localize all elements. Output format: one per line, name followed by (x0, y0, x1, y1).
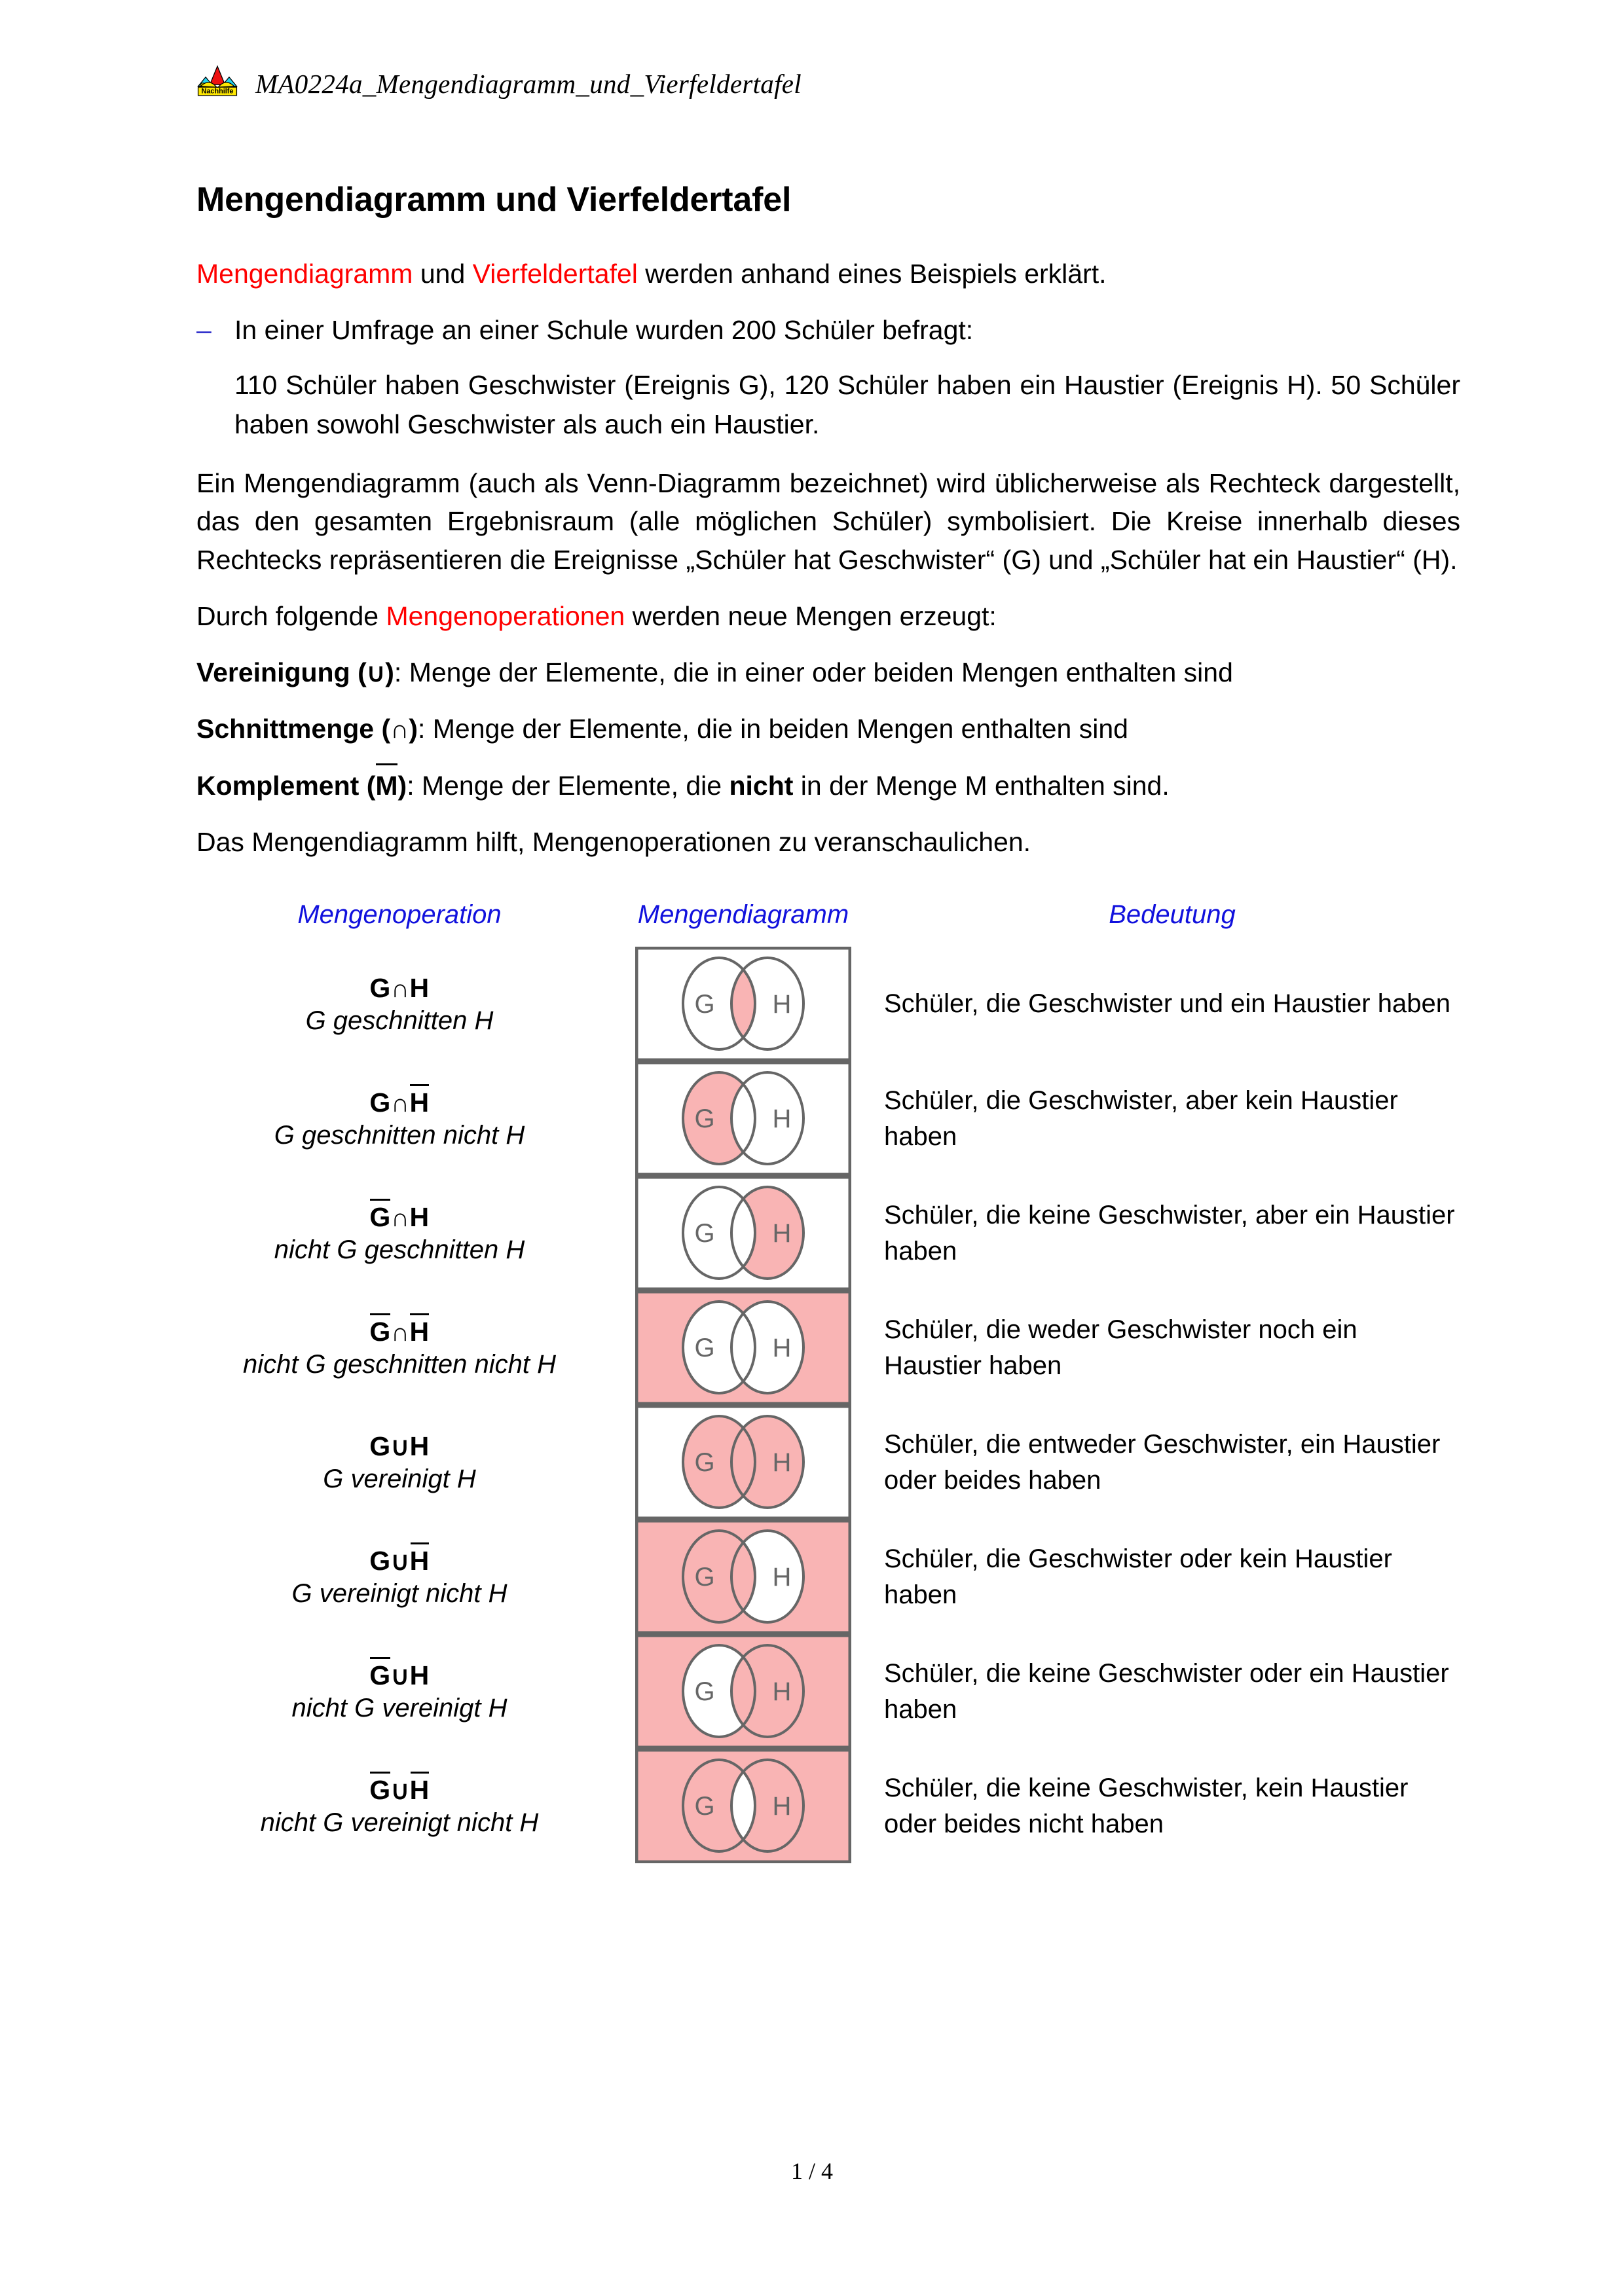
venn-diagram-4 (635, 1290, 851, 1405)
meaning-cell: Schüler, die keine Geschwister oder ein Haustier haben (884, 1659, 1449, 1724)
diagram-cell (602, 1749, 884, 1863)
definition-intersection-name: Schnittmenge (196, 714, 375, 744)
venn-label-h: H (772, 990, 792, 1019)
diagram-cell (602, 1176, 884, 1290)
table-header-row (196, 900, 1460, 947)
venn-label-g: G (694, 1563, 715, 1592)
venn-label-g: G (694, 1334, 715, 1362)
operation-formula: G∩H (369, 972, 430, 1003)
table-row (196, 1061, 1460, 1176)
diagram-cell (602, 947, 884, 1061)
union-symbol-icon: ∪ (366, 659, 386, 688)
operation-cell (196, 1634, 602, 1749)
table-row (196, 1176, 1460, 1290)
intro-mid: und (413, 259, 473, 289)
venn-label-h: H (772, 1677, 792, 1706)
logo-label: Nachhilfe (201, 87, 234, 96)
operation-cell (196, 1176, 602, 1290)
operations-table (196, 900, 1460, 1863)
operation-formula: G∩H (369, 1087, 430, 1118)
venn-label-g: G (694, 1448, 715, 1477)
venn-diagram-7 (635, 1634, 851, 1749)
intro-rest: werden anhand eines Beispiels erklärt. (637, 259, 1107, 289)
table-row (196, 1520, 1460, 1634)
venn-label-g: G (694, 1677, 715, 1706)
venn-diagram-8 (635, 1749, 851, 1863)
survey-bullet (196, 311, 1460, 349)
operation-words: nicht G vereinigt nicht H (260, 1808, 539, 1837)
operations-lead (196, 597, 1460, 635)
operations-lead-term: Mengenoperationen (386, 600, 625, 631)
definition-complement-text-b: in der Menge M enthalten sind. (793, 770, 1170, 801)
document-body (196, 180, 1460, 879)
diagram-cell (602, 1061, 884, 1176)
page-title: Mengendiagramm und Vierfeldertafel (196, 181, 792, 219)
bullet-dash-icon: – (196, 315, 212, 346)
table-row (196, 1634, 1460, 1749)
complement-symbol-icon: M (375, 767, 397, 805)
column-header-operation: Mengenoperation (297, 900, 502, 929)
operation-formula: G∪H (369, 1660, 430, 1690)
operation-words: G geschnitten H (305, 1006, 494, 1035)
venn-diagram-6 (635, 1520, 851, 1634)
intersection-symbol-icon: ∩ (390, 716, 409, 744)
venn-label-h: H (772, 1219, 792, 1248)
venn-diagram-2 (635, 1061, 851, 1176)
intro-line (196, 255, 1460, 293)
diagram-cell (602, 1520, 884, 1634)
table-row (196, 947, 1460, 1061)
operation-cell (196, 1520, 602, 1634)
page-header (196, 63, 802, 105)
operations-lead-post: werden neue Mengen erzeugt: (625, 600, 997, 631)
operation-words: G vereinigt nicht H (291, 1578, 507, 1608)
closing-line: Das Mengendiagramm hilft, Mengenoperationen zu veranschaulichen. (196, 827, 1031, 857)
diagram-cell (602, 1290, 884, 1405)
definition-complement: Komplement (M): Menge der Elemente, die nicht in der Menge M enthalten sind. (196, 767, 1460, 805)
operation-cell (196, 1749, 602, 1863)
bullet-text: In einer Umfrage an einer Schule wurden 200 Schüler befragt: (234, 315, 974, 346)
meaning-cell: Schüler, die weder Geschwister noch ein Haustier haben (884, 1315, 1357, 1380)
table-row (196, 1290, 1460, 1405)
operation-words: nicht G vereinigt H (291, 1693, 507, 1722)
intro-term-2: Vierfeldertafel (472, 259, 638, 289)
definition-complement-emphasis: nicht (729, 770, 794, 801)
definition-complement-name: Komplement (196, 770, 360, 801)
venn-label-g: G (694, 1104, 715, 1133)
venn-label-h: H (772, 1104, 792, 1133)
diagram-cell (602, 1634, 884, 1749)
definition-intersection: Schnittmenge (∩): Menge der Elemente, die in beiden Mengen enthalten sind (196, 714, 1128, 744)
meaning-cell: Schüler, die Geschwister und ein Haustier haben (884, 989, 1450, 1019)
operations-lead-pre: Durch folgende (196, 600, 386, 631)
meaning-cell: Schüler, die keine Geschwister, aber ein Haustier haben (884, 1201, 1455, 1266)
venn-label-h: H (772, 1334, 792, 1362)
definition-union-name: Vereinigung (196, 657, 350, 688)
operation-words: nicht G geschnitten H (274, 1235, 525, 1264)
meaning-cell: Schüler, die entweder Geschwister, ein Haustier oder beides haben (884, 1430, 1441, 1495)
operation-formula: G∪H (369, 1774, 430, 1805)
operation-cell (196, 947, 602, 1061)
definition-union-text: : Menge der Elemente, die in einer oder beiden Mengen enthalten sind (394, 657, 1233, 688)
venn-explanation: Ein Mengendiagramm (auch als Venn-Diagramm bezeichnet) wird üblicherweise als Rechteck dargestellt, das den gesamten Ergebnisraum (alle möglichen Schüler) symbolisiert. Die Kreise innerhalb dieses Rechtecks repräsentieren die Ereignisse „Schüler hat Geschwister“ (G) und „Schüler hat ein Haustier“ (H). (196, 468, 1460, 575)
meaning-cell: Schüler, die Geschwister oder kein Haustier haben (884, 1544, 1392, 1609)
operation-cell (196, 1290, 602, 1405)
venn-label-g: G (694, 990, 715, 1019)
table-row (196, 1749, 1460, 1863)
column-header-diagram: Mengendiagramm (637, 900, 849, 929)
operation-formula: G∩H (369, 1316, 430, 1347)
diagram-cell (602, 1405, 884, 1520)
column-header-meaning: Bedeutung (1109, 900, 1236, 929)
venn-label-g: G (694, 1792, 715, 1821)
operation-formula: G∪H (369, 1545, 430, 1576)
operation-cell (196, 1061, 602, 1176)
venn-label-h: H (772, 1563, 792, 1592)
venn-label-h: H (772, 1448, 792, 1477)
definition-intersection-text: : Menge der Elemente, die in beiden Mengen enthalten sind (417, 714, 1128, 744)
operation-formula: G∪H (369, 1430, 430, 1461)
meaning-cell: Schüler, die Geschwister, aber kein Haustier haben (884, 1086, 1398, 1151)
operation-words: G geschnitten nicht H (274, 1120, 525, 1150)
operation-words: G vereinigt H (323, 1464, 476, 1493)
operation-words: nicht G geschnitten nicht H (242, 1349, 557, 1379)
survey-detail: 110 Schüler haben Geschwister (Ereignis G), 120 Schüler haben ein Haustier (Ereignis H). 50 Schüler haben sowohl Geschwister als auch ein Haustier. (234, 370, 1460, 440)
table-row (196, 1405, 1460, 1520)
venn-label-g: G (694, 1219, 715, 1248)
definition-union: Vereinigung (∪): Menge der Elemente, die in einer oder beiden Mengen enthalten sind (196, 657, 1233, 688)
page-footer: 1 / 4 (790, 2158, 833, 2184)
venn-diagram-3 (635, 1176, 851, 1290)
operation-cell (196, 1405, 602, 1520)
definition-complement-text-a: : Menge der Elemente, die (407, 770, 729, 801)
intro-term-1: Mengendiagramm (196, 259, 413, 289)
document-code: MA0224a_Mengendiagramm_und_Vierfeldertafel (255, 69, 802, 99)
venn-diagram-1 (635, 947, 851, 1061)
operation-formula: G∩H (369, 1201, 430, 1232)
nachhilfe-logo-icon (196, 63, 238, 105)
meaning-cell: Schüler, die keine Geschwister, kein Haustier oder beides nicht haben (884, 1774, 1409, 1838)
venn-label-h: H (772, 1792, 792, 1821)
venn-diagram-5 (635, 1405, 851, 1520)
